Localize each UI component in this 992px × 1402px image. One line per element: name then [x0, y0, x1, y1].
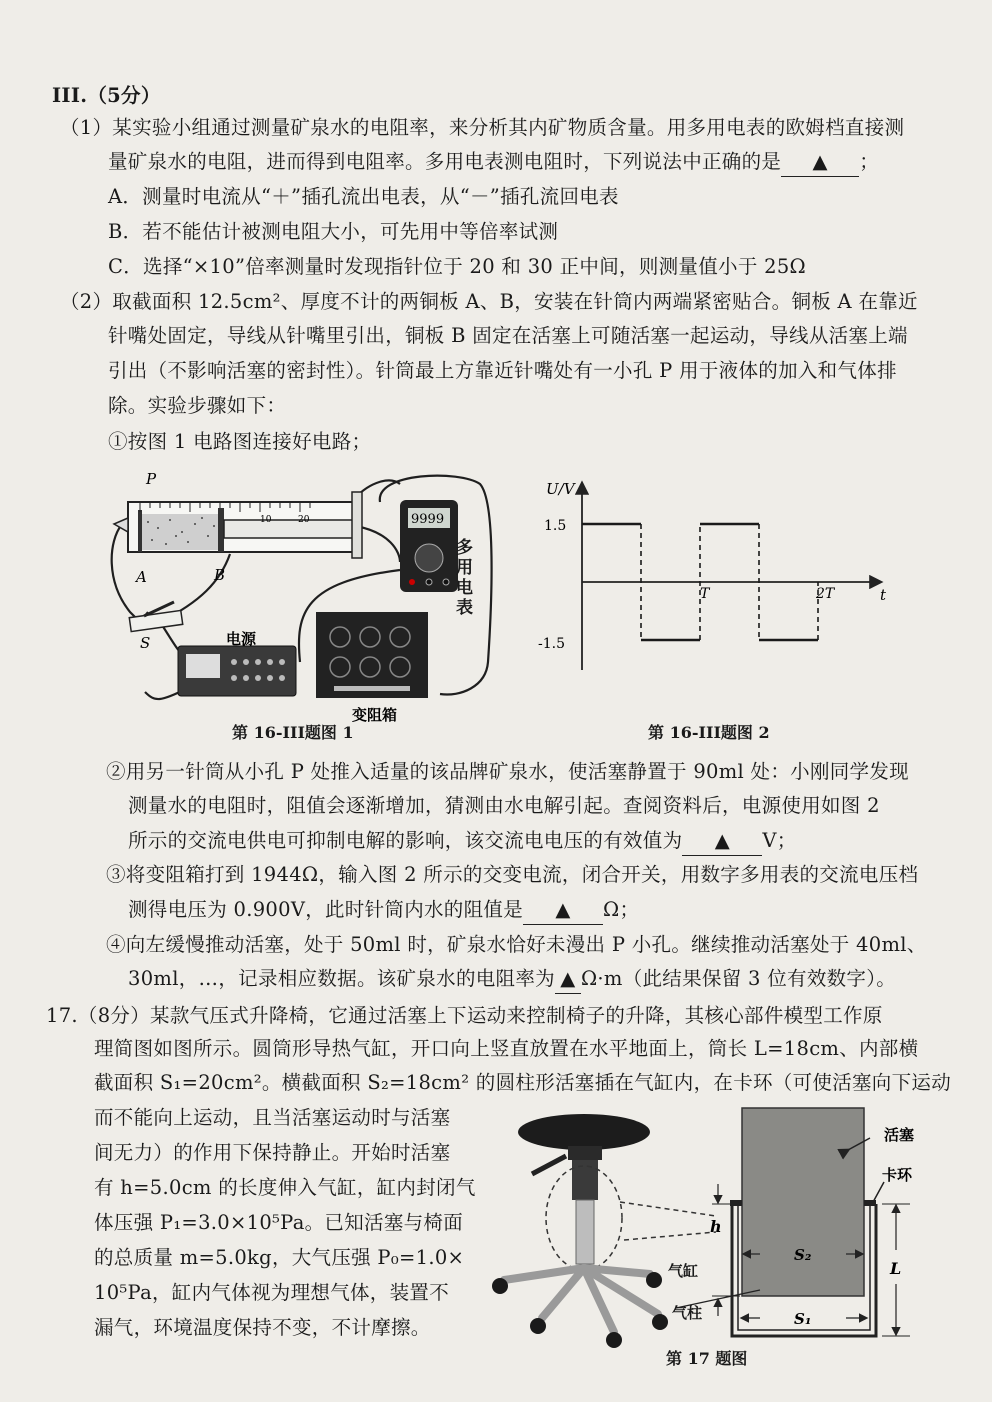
option-a: A．测量时电流从“＋”插孔流出电表，从“－”插孔流回电表	[108, 185, 619, 208]
step-1: ①按图 1 电路图连接好电路；	[108, 430, 372, 453]
multimeter-label: 多用电表	[456, 538, 473, 618]
figure-2-chart	[530, 470, 900, 690]
step-3-line1: ③将变阻箱打到 1944Ω，输入图 2 所示的交变电流，闭合开关，用数字多用表的交流电压档	[106, 863, 919, 886]
q17-number: 17.	[46, 1004, 78, 1027]
y-axis-label: U/V	[546, 480, 575, 498]
q17-line2: 理简图如图所示。圆筒形导热气缸，开口向上竖直放置在水平地面上，筒长 L=18cm、内部横	[94, 1037, 919, 1060]
label-S: S	[140, 634, 151, 652]
label-ring: 卡环	[882, 1166, 913, 1184]
label-A: A	[136, 568, 147, 586]
label-gas: 气柱	[672, 1304, 703, 1322]
scale-label-20: 20	[298, 515, 310, 525]
label-cylinder: 气缸	[668, 1262, 699, 1280]
option-b: B．若不能估计被测电阻大小，可先用中等倍率试测	[108, 220, 559, 243]
label-S1: S₁	[794, 1310, 812, 1328]
label-S2: S₂	[794, 1246, 812, 1264]
label-B: B	[214, 566, 226, 584]
x-tick-2T: 2T	[816, 586, 835, 602]
q17-line10: 漏气，环境温度保持不变，不计摩擦。	[94, 1316, 431, 1339]
q17-line8: 的总质量 m=5.0kg，大气压强 P₀=1.0×	[94, 1246, 465, 1269]
answer-blank-2[interactable]: ▲	[682, 827, 762, 856]
step-2-line2: 测量水的电阻时，阻值会逐渐增加，猜测由水电解引起。查阅资料后，电源使用如图 2	[128, 794, 880, 817]
piston	[742, 1108, 864, 1296]
step-4-line2: 30ml，…，记录相应数据。该矿泉水的电阻率为 ▲ Ω·m（此结果保留 3 位有效数字）。	[128, 965, 896, 994]
switch-S	[129, 610, 182, 631]
part1-line2: 量矿泉水的电阻，进而得到电阻率。多用电表测电阻时，下列说法中正确的是 ▲ ；	[108, 148, 879, 177]
power-label: 电源	[226, 630, 257, 648]
option-c: C．选择“×10”倍率测量时发现指针位于 20 和 30 正中间，则测量值小于 25Ω	[108, 255, 807, 278]
section-header: III.（5分）	[52, 84, 161, 107]
answer-blank-3[interactable]: ▲	[523, 896, 603, 925]
q17-line1: 17.（8分）某款气压式升降椅，它通过活塞上下运动来控制椅子的升降，其核心部件模型工作原	[46, 1004, 883, 1027]
figure-1-caption: 第 16-III题图 1	[232, 723, 354, 742]
figure-2-caption: 第 16-III题图 2	[648, 723, 770, 742]
resistance-box	[316, 612, 428, 698]
q17-line5: 间无力）的作用下保持静止。开始时活塞	[94, 1141, 451, 1164]
figure-1-circuit	[100, 462, 500, 724]
label-L: L	[890, 1259, 902, 1278]
part2-line2: 针嘴处固定，导线从针嘴里引出，铜板 B 固定在活塞上可随活塞一起运动，导线从活塞上端	[108, 324, 908, 347]
q17-line7: 体压强 P₁=3.0×10⁵Pa。已知活塞与椅面	[94, 1211, 464, 1234]
x-tick-T: T	[700, 586, 710, 602]
answer-blank-1[interactable]: ▲	[781, 148, 859, 177]
box-label: 变阻箱	[352, 706, 398, 724]
q17-line9: 10⁵Pa，缸内气体视为理想气体，装置不	[94, 1281, 450, 1304]
cylinder-diagram	[700, 1100, 940, 1345]
meter-display: 9999	[411, 512, 445, 527]
step-2-line3: 所示的交流电供电可抑制电解的影响，该交流电电压的有效值为 ▲ V；	[128, 827, 797, 856]
y-tick-neg: -1.5	[538, 636, 565, 652]
part2-line4: 除。实验步骤如下：	[108, 394, 287, 417]
step-2-line1: ②用另一针筒从小孔 P 处推入适量的该品牌矿泉水，使活塞静置于 90ml 处：小刚同学发现	[106, 760, 909, 783]
label-h: h	[710, 1217, 722, 1236]
q17-line6: 有 h=5.0cm 的长度伸入气缸，缸内封闭气	[94, 1176, 476, 1199]
q17-line3: 截面积 S₁=20cm²。横截面积 S₂=18cm² 的圆柱形活塞插在气缸内，在卡环（可使活塞向下运动	[94, 1071, 952, 1094]
x-axis-label: t	[880, 586, 887, 604]
figure-17-caption: 第 17 题图	[666, 1349, 748, 1368]
q17-line4: 而不能向上运动，且当活塞运动时与活塞	[94, 1106, 451, 1129]
ring-left	[730, 1200, 742, 1206]
step-3-line2: 测得电压为 0.900V，此时针筒内水的阻值是 ▲ Ω；	[128, 896, 639, 925]
label-piston: 活塞	[884, 1126, 915, 1144]
label-P: P	[146, 470, 157, 488]
y-tick-pos: 1.5	[544, 518, 567, 534]
part2-line1: （2）取截面积 12.5cm²、厚度不计的两铜板 A、B，安装在针筒内两端紧密贴合。铜板 A 在靠近	[60, 290, 918, 313]
answer-blank-4[interactable]: ▲	[555, 965, 581, 994]
scale-label-10: 10	[260, 515, 272, 525]
part2-line3: 引出（不影响活塞的密封性）。针筒最上方靠近针嘴处有一小孔 P 用于液体的加入和气体排	[108, 359, 897, 382]
part1-line1: （1）某实验小组通过测量矿泉水的电阻率，来分析其内矿物质含量。用多用电表的欧姆档直接测	[60, 116, 905, 139]
step-4-line1: ④向左缓慢推动活塞，处于 50ml 时，矿泉水恰好未漫出 P 小孔。继续推动活塞处于 40ml、	[106, 933, 927, 956]
